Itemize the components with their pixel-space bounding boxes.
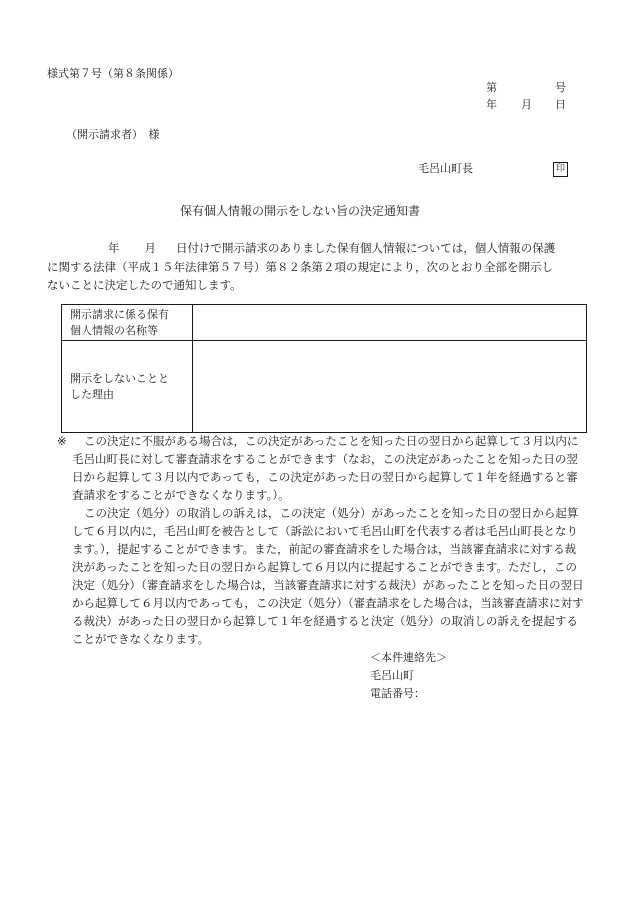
contact-org: 毛呂山町	[370, 669, 414, 682]
note-line: 毛呂山町長に対して審査請求をすることができます（なお，この決定があったことを知った日の翌	[72, 452, 578, 466]
table-row-reason	[62, 341, 587, 433]
note-line: 決があったことを知った日の翌日から起算して６月以内に提起することができます。ただし，この	[72, 560, 577, 574]
note-line: して６月以内に，毛呂山町を被告として（訴訟において毛呂山町を代表する者は毛呂山町長となり	[72, 524, 578, 538]
info-table	[61, 304, 587, 433]
table-label-reason-line2: した理由	[70, 387, 114, 401]
note-line: ことができなくなります。	[72, 632, 210, 646]
number-gou: 号	[555, 81, 566, 94]
table-row-info-name	[62, 305, 587, 341]
table-label-reason	[62, 341, 193, 433]
date-month: 月	[521, 98, 532, 111]
body-month: 月	[144, 241, 156, 255]
body-paragraph	[47, 239, 587, 295]
note-line: 日から起算して３月以内であっても，この決定があった日の翌日から起算して１年を経過すると審	[72, 470, 578, 484]
table-value-reason	[193, 341, 587, 433]
note-line: る裁決）があった日の翌日から起算して１年を経過すると決定（処分）の取消しの訴えを提起する	[72, 614, 578, 628]
note-line: 決定（処分）（審査請求をした場合は，当該審査請求に対する裁決）があったことを知った日の翌日	[72, 578, 584, 592]
note-line: 査請求をすることができなくなります。）。	[72, 488, 290, 502]
contact-phone-label: 電話番号：	[370, 687, 425, 700]
form-number: 様式第７号（第８条関係）	[47, 67, 179, 80]
date-day: 日	[555, 98, 566, 111]
number-dai: 第	[486, 81, 497, 94]
note-line: から起算して６月以内であっても，この決定（処分）（審査請求をした場合は，当該審査請求に対す	[72, 596, 584, 610]
table-value-info-name	[193, 305, 587, 341]
document-title: 保有個人情報の開示をしない旨の決定通知書	[180, 204, 421, 218]
body-line1: 日付けで開示請求のありました保有個人情報については，個人情報の保護	[176, 241, 556, 255]
issuer: 毛呂山町長	[418, 162, 473, 175]
contact-heading: ＜本件連絡先＞	[370, 651, 447, 664]
addressee: （開示請求者） 様	[66, 128, 160, 141]
body-line3: ないことに決定したので通知します。	[47, 278, 242, 292]
seal-mark: 印	[553, 162, 568, 177]
table-label-info-name-line1: 開示請求に係る保有	[70, 307, 169, 321]
table-label-info-name	[62, 305, 193, 341]
body-year: 年	[108, 241, 120, 255]
note-mark: ※	[57, 434, 67, 448]
date-year: 年	[486, 98, 497, 111]
note-line: この決定に不服がある場合は，この決定があったことを知った日の翌日から起算して３月以内に	[84, 434, 579, 448]
note-line: この決定（処分）の取消しの訴えは，この決定（処分）があったことを知った日の翌日から起算	[84, 506, 579, 520]
note-line: ます。），提起することができます。また，前記の審査請求をした場合は，当該審査請求に対する裁	[72, 542, 577, 556]
table-label-reason-line1: 開示をしないことと	[70, 371, 169, 385]
body-line2: に関する法律（平成１５年法律第５７号）第８２条第２項の規定により，次のとおり全部を開示し	[47, 259, 553, 274]
table-label-info-name-line2: 個人情報の名称等	[70, 323, 158, 337]
